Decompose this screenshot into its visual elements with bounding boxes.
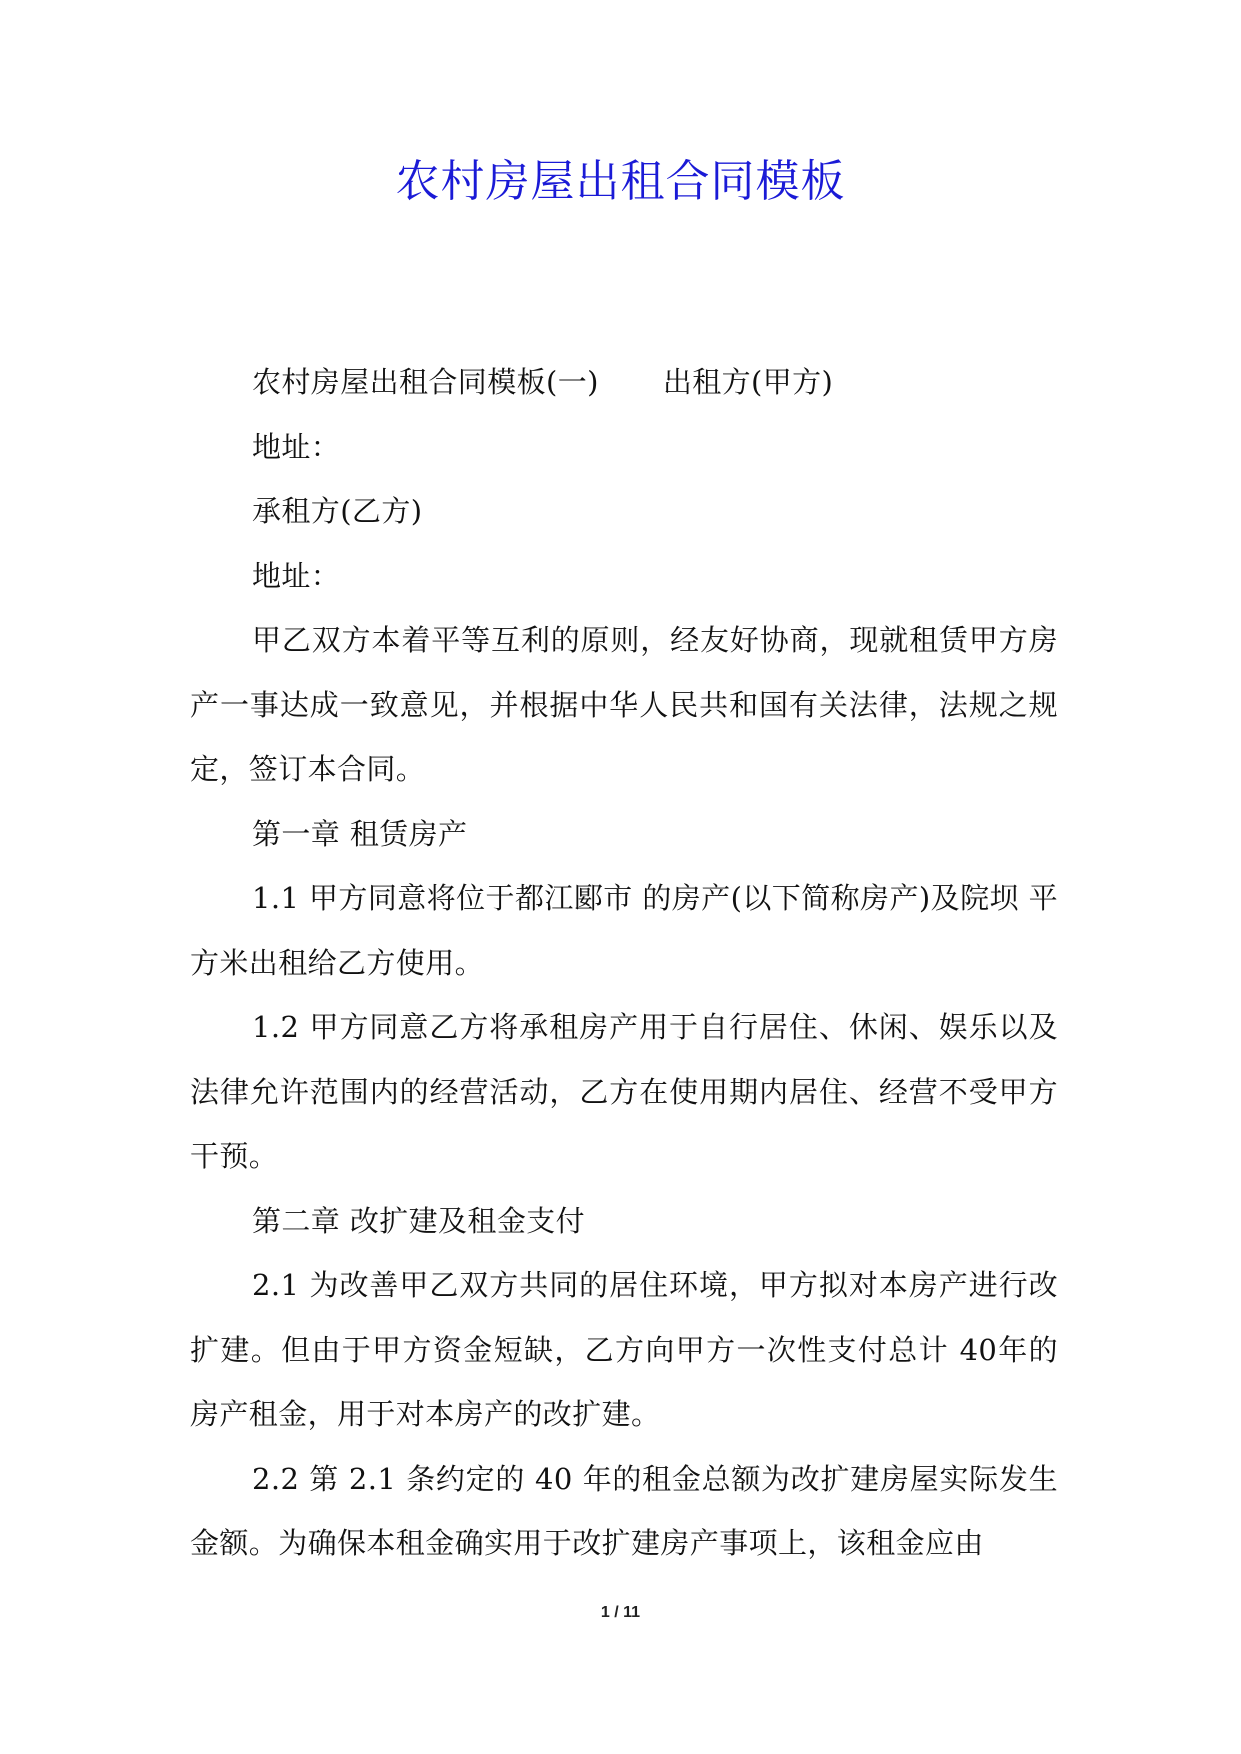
chapter-1-heading: 第一章 租赁房产 bbox=[252, 816, 468, 851]
document-body bbox=[190, 350, 1058, 1576]
lessor-label: 出租方(甲方) bbox=[662, 365, 834, 399]
preamble-paragraph: 甲乙双方本着平等互利的原则，经友好协商，现就租赁甲方房产一事达成一致意见，并根据中华人民共和国有关法律，法规之规定，签订本合同。 bbox=[190, 623, 1058, 786]
lessee-address-line: 地址： bbox=[252, 558, 341, 593]
page-number: 1 / 11 bbox=[600, 1604, 641, 1621]
clause-1-1: 1.1 甲方同意将位于都江郾市 的房产(以下简称房产)及院坝 平方米出租给乙方使用。 bbox=[190, 881, 1058, 980]
lessor-address-line: 地址： bbox=[252, 429, 341, 464]
document-title: 农村房屋出租合同模板 bbox=[395, 156, 846, 207]
clause-2-2: 2.2 第 2.1 条约定的 40 年的租金总额为改扩建房屋实际发生金额。为确保本租金确实用于改扩建房产事项上，该租金应由 bbox=[190, 1461, 1058, 1560]
lessee-label: 承租方(乙方) bbox=[252, 494, 423, 528]
intro-line bbox=[190, 350, 1058, 415]
clause-2-1: 2.1 为改善甲乙双方共同的居住环境，甲方拟对本房产进行改扩建。但由于甲方资金短缺，乙方向甲方一次性支付总计 40年的房产租金，用于对本房产的改扩建。 bbox=[190, 1268, 1058, 1431]
intro-heading: 农村房屋出租合同模板(一) bbox=[252, 365, 599, 399]
chapter-2-heading: 第二章 改扩建及租金支付 bbox=[252, 1203, 586, 1238]
clause-1-2: 1.2 甲方同意乙方将承租房产用于自行居住、休闲、娱乐以及法律允许范围内的经营活动，乙方在使用期内居住、经营不受甲方干预。 bbox=[190, 1010, 1058, 1173]
